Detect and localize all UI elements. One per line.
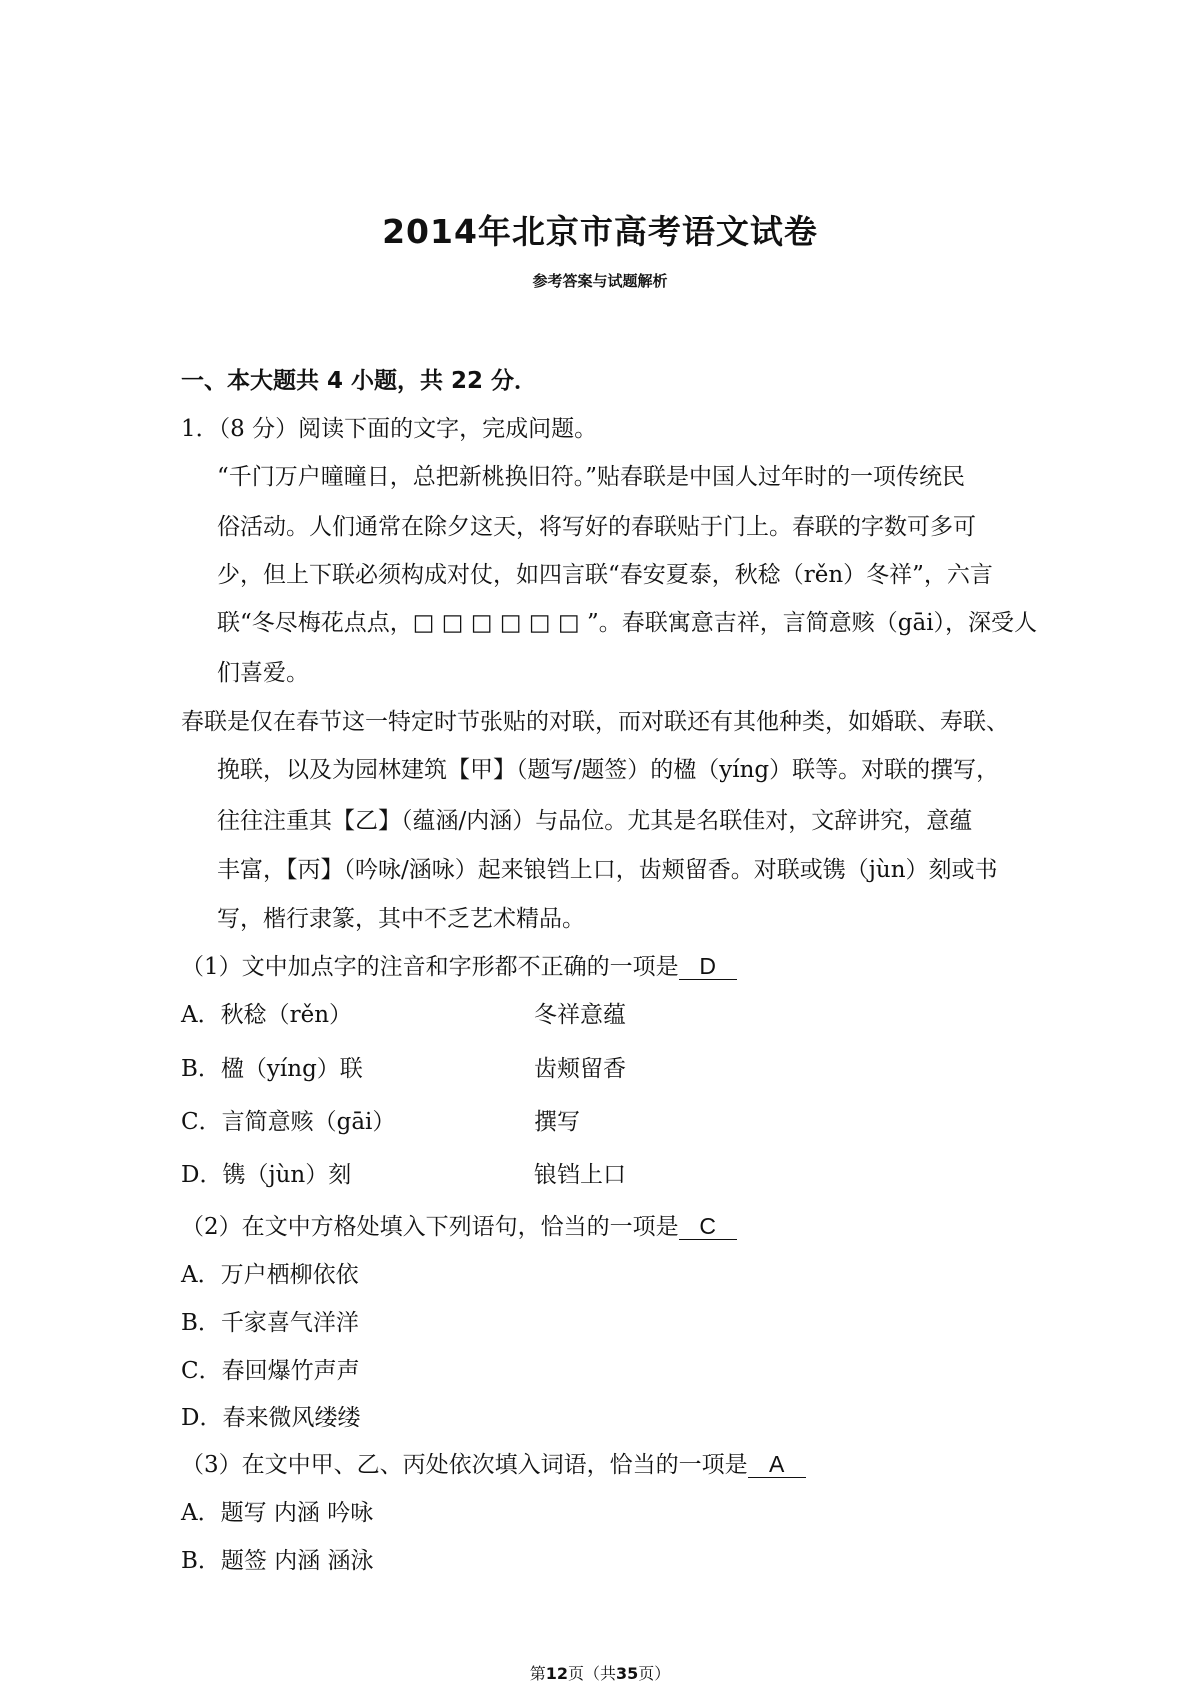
passage2-line: 写，楷行隶篆，其中不乏艺术精品。 xyxy=(217,906,585,932)
footer-suffix: 页） xyxy=(638,1664,671,1683)
section-heading: 一、本大题共 4 小题，共 22 分． xyxy=(181,368,538,394)
option-b-left: B．楹（yíng）联 xyxy=(181,1056,363,1082)
option-d-right: 锒铛上口 xyxy=(534,1162,626,1188)
passage1-line: 少，但上下联必须构成对仗，如四言联“春安夏泰，秋稔（rěn）冬祥”，六言 xyxy=(217,562,993,588)
option-c-left: C．言简意赅（gāi） xyxy=(181,1109,396,1135)
option-a: A．题写 内涵 吟咏 xyxy=(181,1500,374,1526)
subquestion-1-answer: D xyxy=(679,954,737,980)
option-b: B．千家喜气洋洋 xyxy=(181,1310,359,1336)
passage2-line: 春联是仅在春节这一特定时节张贴的对联，而对联还有其他种类，如婚联、寿联、 xyxy=(181,709,1009,735)
option-a: A．万户栖柳依依 xyxy=(181,1262,359,1288)
footer-total-pages: 35 xyxy=(616,1664,639,1683)
subquestion-1-prompt: （1）文中加点字的注音和字形都不正确的一项是 xyxy=(181,954,679,980)
option-b: B．题签 内涵 涵泳 xyxy=(181,1548,374,1574)
page-footer xyxy=(0,1661,1200,1684)
question-intro: 1．（8 分）阅读下面的文字，完成问题。 xyxy=(181,416,598,442)
passage2-line: 丰富，【丙】（吟咏/涵咏）起来锒铛上口，齿颊留香。对联或镌（jùn）刻或书 xyxy=(217,857,998,883)
option-c-right: 撰写 xyxy=(534,1109,580,1135)
subquestion-3-answer: A xyxy=(748,1452,806,1478)
option-a-left: A．秋稔（rěn） xyxy=(181,1002,353,1028)
subquestion-2 xyxy=(181,1208,737,1241)
option-b-right: 齿颊留香 xyxy=(534,1056,626,1082)
passage1-line: 们喜爱。 xyxy=(217,660,309,686)
subquestion-3-prompt: （3）在文中甲、乙、丙处依次填入词语，恰当的一项是 xyxy=(181,1452,748,1478)
subquestion-2-answer: C xyxy=(679,1214,737,1240)
subquestion-2-prompt: （2）在文中方格处填入下列语句，恰当的一项是 xyxy=(181,1214,679,1240)
passage1-line: 俗活动。人们通常在除夕这天，将写好的春联贴于门上。春联的字数可多可 xyxy=(217,514,976,540)
subquestion-3 xyxy=(181,1446,806,1479)
footer-prefix: 第 xyxy=(529,1664,546,1683)
passage2-line: 往往注重其【乙】（蕴涵/内涵）与品位。尤其是名联佳对，文辞讲究，意蕴 xyxy=(217,808,973,834)
passage2-line: 挽联，以及为园林建筑【甲】（题写/题签）的楹（yíng）联等。对联的撰写， xyxy=(217,757,1000,783)
option-a-right: 冬祥意蕴 xyxy=(534,1002,626,1028)
option-c: C．春回爆竹声声 xyxy=(181,1358,360,1384)
footer-page-number: 12 xyxy=(545,1664,568,1683)
option-d: D．春来微风缕缕 xyxy=(181,1405,361,1431)
page-subtitle: 参考答案与试题解析 xyxy=(532,272,668,290)
page-title: 2014年北京市高考语文试卷 xyxy=(382,212,818,251)
passage1-line: “千门万户曈曈日，总把新桃换旧符。”贴春联是中国人过年时的一项传统民 xyxy=(217,464,966,490)
option-d-left: D．镌（jùn）刻 xyxy=(181,1162,352,1188)
passage1-line: 联“冬尽梅花点点，□ □ □ □ □ □ ”。春联寓意吉祥，言简意赅（gāi），深受人 xyxy=(217,610,1038,636)
footer-middle: 页（共 xyxy=(567,1664,616,1683)
subquestion-1 xyxy=(181,948,737,981)
